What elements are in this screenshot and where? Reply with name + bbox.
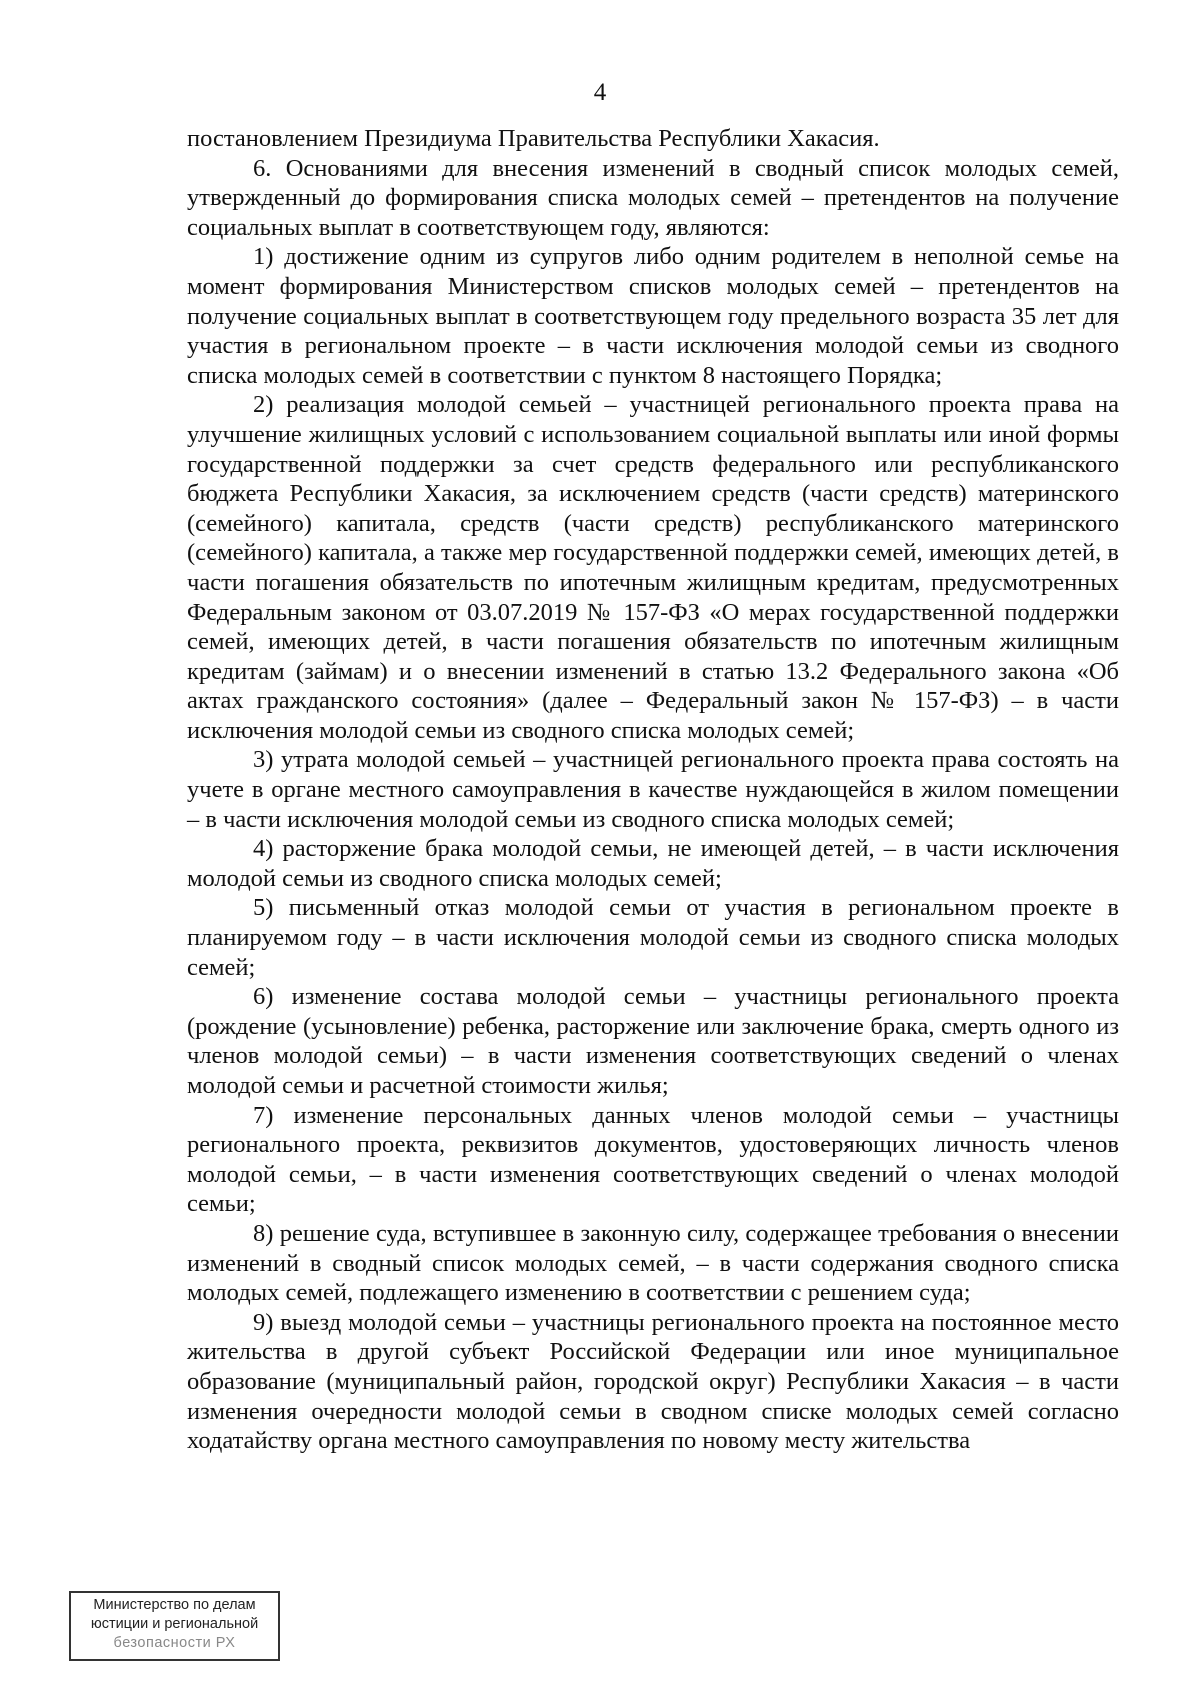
stamp-line-1: Министерство по делам	[93, 1597, 256, 1613]
paragraph-subitem-7: 7) изменение персональных данных членов молодой семьи – участницы регионального проекта, реквизитов документов, удостоверяющих личность членов молодой семьи, – в части изменения соответствующих сведений о членах молодой семьи;	[187, 1101, 1119, 1218]
paragraph-subitem-2: 2) реализация молодой семьей – участницей регионального проекта права на улучшение жилищных условий с использованием социальной выплаты или иной формы государственной поддержки за счет средств федерального или республиканского бюджета Республики Хакасия, за исключением средств (части средств) материнского (семейного) капитала, средств (части средств) республиканского материнского (семейного) капитала, а также мер государственной поддержки семей, имеющих детей, в части погашения обязательств по ипотечным жилищным кредитам, предусмотренных Федеральным законом от 03.07.2019 № 157-ФЗ «О мерах государственной поддержки семей, имеющих детей, в части погашения обязательств по ипотечным жилищным кредитам (займам) и о внесении изменений в статью 13.2 Федерального закона «Об актах гражданского состояния» (далее – Федеральный закон № 157-ФЗ) – в части исключения молодой семьи из сводного списка молодых семей;	[187, 391, 1119, 744]
paragraph-subitem-4: 4) расторжение брака молодой семьи, не имеющей детей, – в части исключения молодой семьи из сводного списка молодых семей;	[187, 835, 1119, 892]
paragraph-subitem-1: 1) достижение одним из супругов либо одним родителем в неполной семье на момент формирования Министерством списков молодых семей – претендентов на получение социальных выплат в соответствующем году предельного возраста 35 лет для участия в региональном проекте – в части исключения молодой семьи из сводного списка молодых семей в соответствии с пунктом 8 настоящего Порядка;	[187, 243, 1119, 389]
stamp-line-2: юстиции и региональной	[90, 1616, 259, 1632]
paragraph-subitem-6: 6) изменение состава молодой семьи – участницы регионального проекта (рождение (усыновление) ребенка, расторжение или заключение брака, смерть одного из членов молодой семьи) – в части изменения соответствующих сведений о членах молодой семьи и расчетной стоимости жилья;	[187, 983, 1119, 1099]
paragraph-continuation: постановлением Президиума Правительства Республики Хакасия.	[187, 125, 880, 152]
stamp-line-3: безопасности РХ	[113, 1635, 236, 1651]
page-number: 4	[593, 79, 607, 106]
paragraph-subitem-5: 5) письменный отказ молодой семьи от участия в региональном проекте в планируемом году – в части исключения молодой семьи из сводного списка молодых семей;	[187, 894, 1119, 981]
paragraph-item-6: 6. Основаниями для внесения изменений в сводный список молодых семей, утвержденный до формирования списка молодых семей – претендентов на получение социальных выплат в соответствующем году, являются:	[187, 154, 1119, 241]
paragraph-subitem-3: 3) утрата молодой семьей – участницей регионального проекта права состоять на учете в органе местного самоуправления в качестве нуждающейся в жилом помещении – в части исключения молодой семьи из сводного списка молодых семей;	[187, 746, 1119, 833]
document-body	[187, 124, 1119, 1456]
paragraph-subitem-8: 8) решение суда, вступившее в законную силу, содержащее требования о внесении изменений в сводный список молодых семей, – в части содержания сводного списка молодых семей, подлежащего изменению в соответствии с решением суда;	[187, 1219, 1119, 1307]
ministry-stamp	[69, 1591, 280, 1661]
paragraph-subitem-9: 9) выезд молодой семьи – участницы регионального проекта на постоянное место жительства в другой субъект Российской Федерации или иное муниципальное образование (муниципальный район, городской округ) Республики Хакасия – в части изменения очередности молодой семьи в сводном списке молодых семей согласно ходатайству органа местного самоуправления по новому месту жительства	[187, 1308, 1119, 1455]
